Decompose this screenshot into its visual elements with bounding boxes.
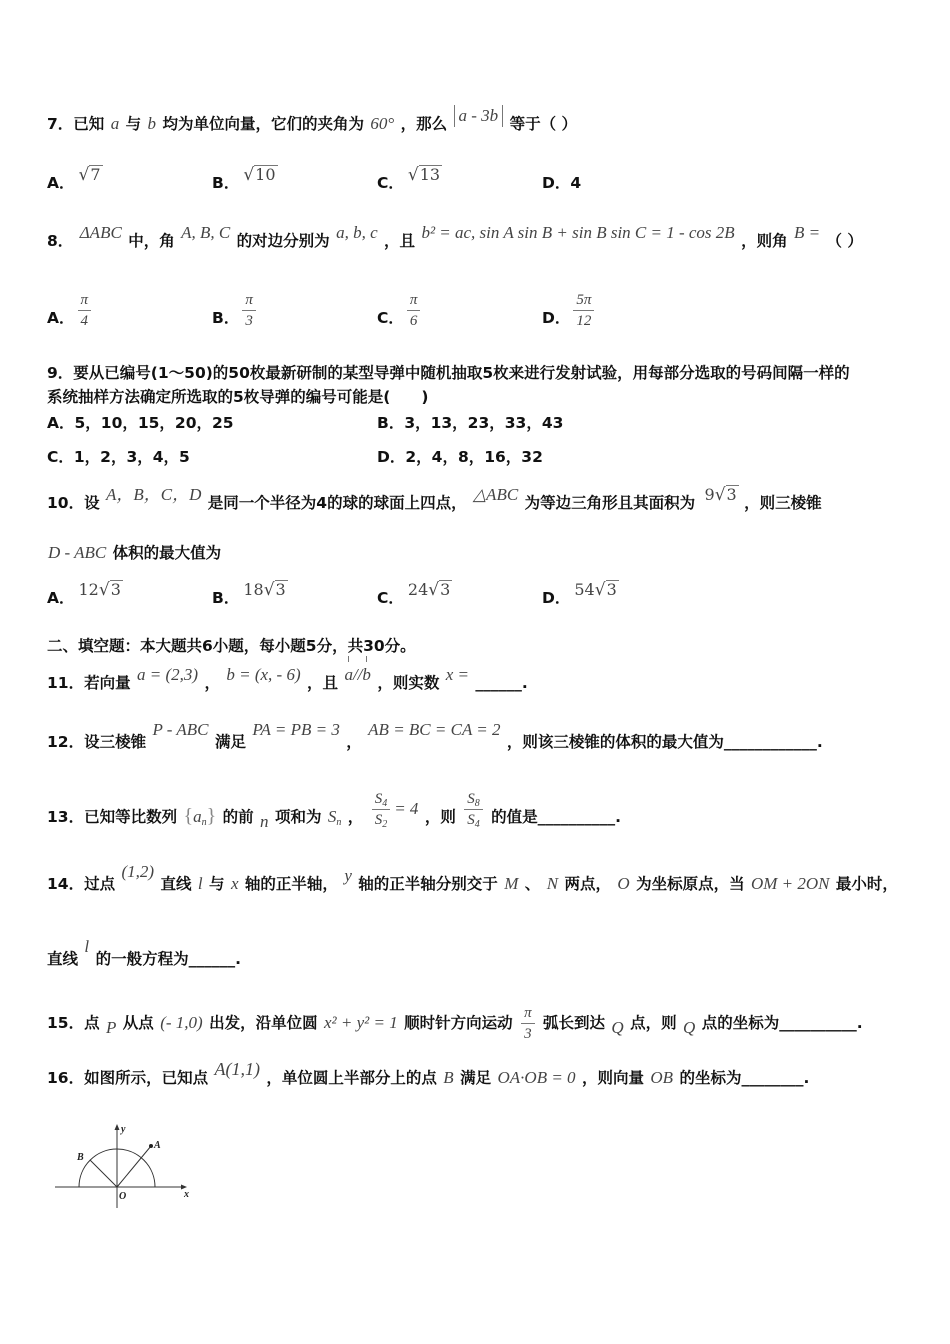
option-label: B． (212, 309, 240, 327)
question-11 (47, 665, 528, 698)
origin-label: O (119, 1191, 127, 1202)
option-label: A． (47, 414, 75, 432)
question-10-line-2 (47, 538, 221, 568)
q12-text: ，则该三棱锥的体积的最大值为____________. (506, 733, 823, 751)
q11-text: ，且 (307, 674, 339, 692)
option-label: B． (377, 414, 405, 432)
q7-option-c (377, 165, 442, 198)
q14-text: 与 (209, 875, 225, 893)
q10-option-b (212, 580, 288, 613)
q16-text: ，则向量 (581, 1069, 644, 1087)
q10-option-a-value (79, 580, 123, 599)
q11-vector-a: a = (2,3) (136, 665, 199, 684)
numerator: π (242, 291, 256, 311)
option-value: 5，10，15，20，25 (74, 414, 234, 432)
q9-text: 9．要从已编号(1～50)的50枚最新研制的某型导弹中随机抽取5枚来进行发射试验，用每部分选取的号码间隔一样的 (47, 364, 850, 382)
radicand: 3 (440, 580, 451, 599)
q14-text: 的一般方程为______. (95, 950, 241, 968)
q10-points: A，B，C，D (105, 485, 202, 504)
denominator: 6 (409, 313, 418, 329)
left-brace: { (183, 805, 194, 827)
sqrt-sign: √ (263, 580, 275, 600)
den-var: S (467, 812, 475, 828)
q8-option-d-fraction (573, 291, 594, 330)
q15-text: 点，则 (630, 1014, 677, 1032)
q14-N: N (546, 874, 559, 893)
sqrt-sign: √ (407, 165, 419, 185)
q7-option-c-value (408, 165, 442, 184)
option-value: 2，4，8，16，32 (405, 448, 543, 466)
q15-P: P (105, 1018, 117, 1037)
q13-text: 的前 (222, 808, 254, 826)
q10-triangle: △ABC (472, 485, 519, 504)
q10-text: 10．设 (47, 494, 100, 512)
q14-text: 直线 (160, 875, 192, 893)
q7-text: 与 (125, 115, 142, 133)
q8-angle-b: B = (794, 223, 821, 242)
q14-text: 直线 (47, 950, 79, 968)
coefficient: 12 (78, 580, 99, 599)
option-label: C． (377, 309, 404, 327)
q7-abs-expression: a - 3b (454, 105, 504, 127)
q8-angles: A, B, C (181, 223, 231, 242)
question-13 (47, 791, 622, 831)
denominator: 12 (576, 313, 592, 329)
q14-line-l: l (197, 874, 203, 893)
option-label: C． (377, 174, 404, 192)
q11-text: 11．若向量 (47, 674, 131, 692)
numerator (372, 790, 391, 810)
denominator: 4 (80, 313, 88, 329)
q10-option-d-value (574, 580, 618, 599)
den-sub: 4 (474, 819, 480, 830)
q8-option-c-fraction (407, 291, 421, 330)
q7-option-d (542, 168, 581, 198)
q14-text: 14．过点 (47, 875, 116, 893)
sum-sub: n (336, 817, 342, 828)
q8-text: 8． (47, 232, 74, 250)
q7-option-a-value (79, 165, 103, 184)
q8-option-a-fraction (78, 291, 92, 330)
q10-text: 是同一个半径为4的球的球面上四点， (207, 494, 467, 512)
q8-text: 中，角 (128, 232, 175, 250)
q15-text: 从点 (122, 1014, 154, 1032)
q7-option-a (47, 165, 103, 198)
sqrt-sign: √ (428, 580, 440, 600)
q13-ratio-1 (372, 790, 391, 829)
q13-sequence (183, 807, 216, 826)
q15-start-point: (- 1,0) (160, 1013, 203, 1032)
q16-text: 16．如图所示，已知点 (47, 1069, 209, 1087)
q15-text: 弧长到达 (543, 1014, 606, 1032)
q16-vector-ob: OB (650, 1068, 674, 1087)
coefficient: 24 (407, 580, 429, 599)
q8-condition: b² = ac, sin A sin B + sin B sin C = 1 - cos 2B (421, 223, 735, 242)
denominator: 3 (245, 313, 253, 329)
section-heading (47, 631, 416, 661)
q7-vector-b: b (147, 114, 157, 133)
q12-text: ， (346, 733, 362, 751)
q8-option-a (47, 292, 94, 329)
q9-option-b (377, 408, 563, 438)
q13-text: 的值是__________. (491, 808, 622, 826)
q12-text: 12．设三棱锥 (47, 733, 147, 751)
q14-O: O (617, 874, 630, 893)
q12-pyramid: P - ABC (152, 720, 209, 739)
q11-vector-b: b = (x, - 6) (226, 665, 301, 684)
q8-text: （ ） (826, 232, 863, 250)
q16-text: 满足 (460, 1069, 492, 1087)
q14-M: M (504, 874, 519, 893)
q15-text: 出发，沿单位圆 (209, 1014, 318, 1032)
q13-text: ，则 (424, 808, 456, 826)
x-axis-label: x (184, 1189, 189, 1200)
q13-text: 项和为 (274, 808, 322, 826)
q14-point: (1,2) (121, 862, 155, 881)
coefficient: 9 (704, 485, 715, 504)
q8-text: ，且 (384, 232, 416, 250)
q15-arc-fraction (521, 1004, 535, 1043)
num-var: S (374, 791, 383, 807)
sqrt-sign: √ (243, 165, 255, 185)
sequence-sub: n (201, 817, 207, 828)
segment-oa (117, 1146, 151, 1187)
option-label: D． (542, 309, 571, 327)
sqrt-sign: √ (98, 580, 110, 600)
q16-condition: OA·OB = 0 (497, 1068, 576, 1087)
q13-ratio-2 (464, 790, 483, 829)
q15-Q: Q (683, 1018, 696, 1037)
option-label: A． (47, 589, 75, 607)
q8-option-b-fraction (242, 291, 256, 330)
q14-text: 两点， (564, 875, 611, 893)
denominator (464, 810, 483, 829)
q8-text: 的对边分别为 (236, 232, 330, 250)
q7-text: 等于（ ） (509, 115, 577, 133)
question-15 (47, 1004, 863, 1042)
q13-text: ， (347, 808, 364, 826)
q11-x: x = (445, 665, 470, 684)
option-label: A． (47, 174, 75, 192)
q12-text: 满足 (214, 733, 246, 751)
q13-sum (328, 807, 342, 826)
q13-text: 13．已知等比数列 (47, 808, 178, 826)
q14-text: 轴的正半轴分别交于 (358, 875, 498, 893)
q15-text: 点的坐标为__________. (701, 1014, 863, 1032)
option-value: 3，13，23，33，43 (404, 414, 564, 432)
sequence-var: a (193, 807, 202, 826)
q9-option-d (377, 442, 543, 472)
radicand: 3 (275, 580, 286, 599)
option-label: C． (47, 448, 74, 466)
q8-text: ，则角 (741, 232, 788, 250)
radicand: 13 (419, 165, 441, 184)
sqrt-sign: √ (594, 580, 606, 600)
q8-option-c (377, 292, 423, 329)
q9-option-c (47, 442, 190, 472)
option-label: D． (542, 174, 571, 192)
q16-text: 的坐标为________. (679, 1069, 810, 1087)
q14-expression: OM + 2ON (750, 874, 830, 893)
radicand: 3 (726, 485, 737, 504)
num-var: S (467, 791, 475, 807)
q10-option-b-value (243, 580, 287, 599)
option-value: 1，2，3，4，5 (73, 448, 190, 466)
q11-text: ，则实数 (377, 674, 440, 692)
q8-triangle: ΔABC (79, 223, 122, 242)
option-label: C． (377, 589, 404, 607)
q7-text: 均为单位向量，它们的夹角为 (162, 115, 364, 133)
numerator (464, 790, 483, 810)
point-b-label: B (77, 1152, 84, 1163)
right-brace: } (206, 805, 217, 827)
question-14-line-2 (47, 937, 241, 974)
numerator: π (521, 1004, 535, 1024)
q10-area-value (705, 485, 739, 504)
unit-circle-figure (50, 1120, 200, 1215)
q10-option-c-value (408, 580, 452, 599)
q7-option-b-value (243, 165, 277, 184)
q10-text: 体积的最大值为 (112, 544, 222, 562)
question-7 (47, 106, 577, 139)
q8-option-b (212, 292, 259, 329)
numerator: π (407, 291, 421, 311)
option-label: B． (212, 589, 240, 607)
q7-option-d-value: 4 (570, 174, 582, 192)
q14-text: 最小时， (835, 875, 898, 893)
point-a-label: A (154, 1140, 161, 1151)
q8-option-d (542, 292, 597, 329)
q16-point-b: B (443, 1068, 454, 1087)
question-10-line-1 (47, 485, 822, 518)
q14-text: 为坐标原点，当 (636, 875, 745, 893)
question-16 (47, 1059, 810, 1092)
q11-parallel: a//b (344, 660, 370, 690)
q10-option-d (542, 580, 619, 613)
sqrt-sign: √ (78, 165, 90, 185)
radicand: 10 (255, 165, 276, 184)
q14-text: 轴的正半轴， (244, 875, 338, 893)
q7-vector-a: a (110, 114, 120, 133)
option-label: D． (377, 448, 406, 466)
q13-n: n (260, 812, 269, 831)
q11-text: ， (204, 674, 220, 692)
q8-sides: a, b, c (336, 223, 378, 242)
numerator: 5π (573, 291, 594, 311)
option-label: D． (542, 589, 571, 607)
point-a (149, 1144, 153, 1148)
segment-ob (90, 1160, 117, 1187)
denominator (372, 810, 391, 829)
q9-option-a (47, 408, 234, 438)
q15-text: 顺时针方向运动 (404, 1014, 513, 1032)
question-12 (47, 720, 823, 757)
radicand: 7 (90, 165, 101, 184)
radicand: 3 (110, 580, 121, 599)
numerator: π (78, 291, 92, 311)
q10-option-a (47, 580, 123, 613)
q10-pyramid: D - ABC (48, 543, 107, 562)
q10-option-c (377, 580, 452, 613)
q14-x: x (230, 874, 239, 893)
q12-condition-1: PA = PB = 3 (252, 720, 340, 739)
num-sub: 8 (474, 798, 480, 809)
q13-ratio-1-rhs: = 4 (394, 799, 419, 818)
option-label: A． (47, 309, 75, 327)
q7-text: 7．已知 (47, 115, 105, 133)
q7-option-b (212, 165, 278, 198)
q15-Q: Q (611, 1018, 624, 1037)
coefficient: 18 (243, 580, 264, 599)
q15-circle: x² + y² = 1 (324, 1013, 398, 1032)
q14-text: 、 (524, 875, 541, 893)
question-8 (47, 223, 863, 256)
coefficient: 54 (574, 580, 595, 599)
radicand: 3 (606, 580, 617, 599)
den-var: S (374, 812, 383, 828)
denominator: 3 (524, 1026, 532, 1042)
q11-answer-blank: ______. (475, 674, 528, 692)
sqrt-sign: √ (714, 485, 726, 505)
q10-text: ，则三棱锥 (744, 494, 822, 512)
q7-angle: 60° (370, 114, 395, 133)
section-heading-text: 二、填空题：本大题共6小题，每小题5分，共30分。 (47, 637, 416, 655)
sum-var: S (327, 807, 337, 826)
q16-point-a: A(1,1) (214, 1059, 260, 1079)
q7-text: ，那么 (400, 115, 448, 133)
q14-y: y (344, 866, 352, 885)
y-axis-arrow (115, 1124, 120, 1130)
y-axis-label: y (121, 1124, 126, 1135)
q12-condition-2: AB = BC = CA = 2 (368, 720, 501, 739)
den-sub: 2 (382, 819, 388, 830)
option-label: B． (212, 174, 240, 192)
q16-text: ，单位圆上半部分上的点 (266, 1069, 437, 1087)
q10-text: 为等边三角形且其面积为 (524, 494, 696, 512)
question-14-line-1 (47, 862, 898, 899)
num-sub: 4 (382, 798, 388, 809)
q14-line-l: l (84, 937, 90, 956)
q9-text: 系统抽样方法确定所选取的5枚导弹的编号可能是( ) (47, 388, 429, 406)
q15-text: 15．点 (47, 1014, 100, 1032)
